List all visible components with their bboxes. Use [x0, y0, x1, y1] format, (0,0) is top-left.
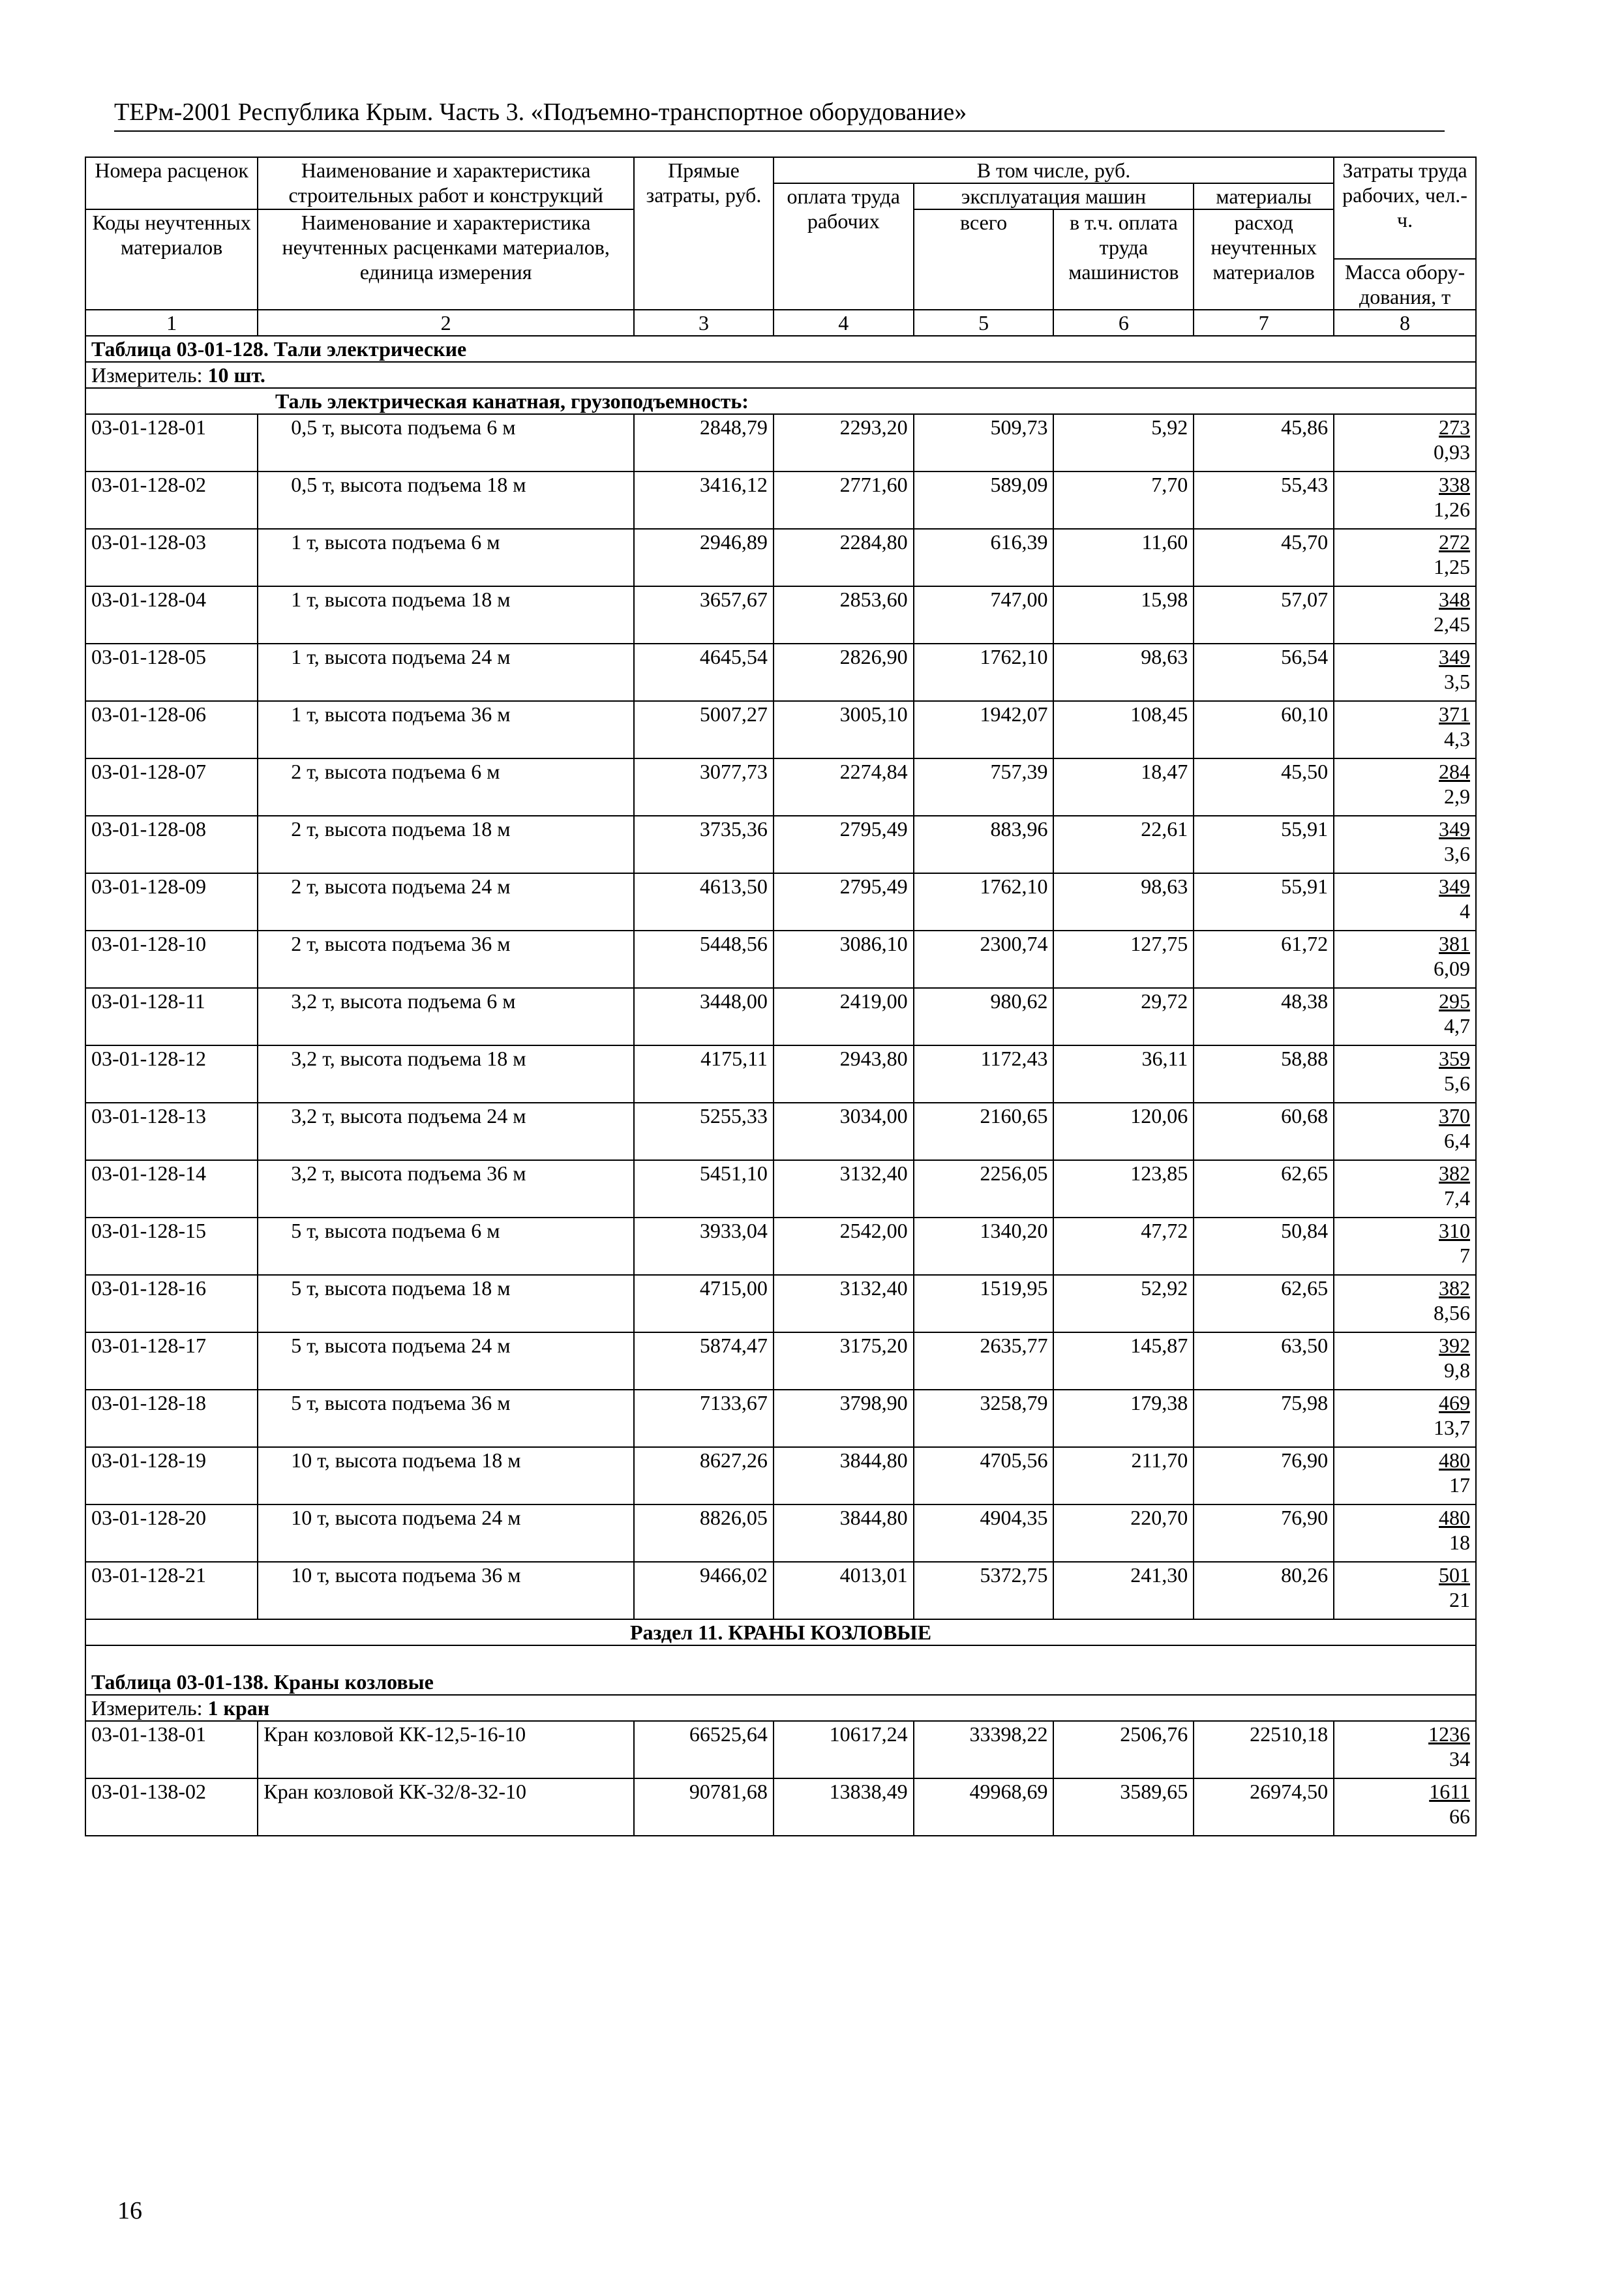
machines-total: 2256,05 — [914, 1160, 1054, 1218]
labor-mass-cell — [1334, 988, 1476, 1045]
rate-code: 03-01-128-20 — [85, 1504, 258, 1562]
operator-wages: 22,61 — [1053, 816, 1194, 873]
col-header-material-codes: Коды неучтенных материалов — [85, 209, 258, 310]
labor-hours: 371 — [1439, 702, 1470, 726]
table-row — [85, 931, 1476, 988]
direct-cost: 3933,04 — [634, 1218, 774, 1275]
equipment-mass: 7 — [1460, 1244, 1470, 1267]
materials-cost: 63,50 — [1194, 1332, 1334, 1390]
table-row — [85, 701, 1476, 758]
labor-mass-cell — [1334, 1504, 1476, 1562]
equipment-mass: 8,56 — [1434, 1301, 1470, 1324]
rates-table — [85, 157, 1477, 1836]
col-header-wages: оплата труда рабочих — [774, 183, 914, 310]
operator-wages: 123,85 — [1053, 1160, 1194, 1218]
machines-total: 2635,77 — [914, 1332, 1054, 1390]
labor-mass-cell — [1334, 1160, 1476, 1218]
rate-code: 03-01-128-17 — [85, 1332, 258, 1390]
labor-hours: 359 — [1439, 1047, 1470, 1070]
rate-name: 3,2 т, высота подъема 36 м — [258, 1160, 634, 1218]
col-header-machines-total: всего — [914, 209, 1054, 310]
direct-cost: 5007,27 — [634, 701, 774, 758]
worker-wages: 3175,20 — [774, 1332, 914, 1390]
table-row — [85, 471, 1476, 529]
direct-cost: 5874,47 — [634, 1332, 774, 1390]
labor-mass-cell — [1334, 586, 1476, 644]
machines-total: 509,73 — [914, 414, 1054, 471]
rate-name: 1 т, высота подъема 24 м — [258, 644, 634, 701]
equipment-mass: 18 — [1449, 1531, 1470, 1554]
rate-name: 5 т, высота подъема 36 м — [258, 1390, 634, 1447]
rate-name: 5 т, высота подъема 18 м — [258, 1275, 634, 1332]
table-row — [85, 529, 1476, 586]
machines-total: 49968,69 — [914, 1778, 1054, 1836]
labor-mass-cell — [1334, 1103, 1476, 1160]
labor-mass-cell — [1334, 1390, 1476, 1447]
operator-wages: 11,60 — [1053, 529, 1194, 586]
rate-code: 03-01-128-21 — [85, 1562, 258, 1619]
materials-cost: 45,86 — [1194, 414, 1334, 471]
worker-wages: 3132,40 — [774, 1160, 914, 1218]
operator-wages: 108,45 — [1053, 701, 1194, 758]
worker-wages: 2795,49 — [774, 816, 914, 873]
page-header: ТЕРм-2001 Республика Крым. Часть 3. «Подъемно-транспортное оборудование» — [114, 98, 1445, 132]
materials-cost: 58,88 — [1194, 1045, 1334, 1103]
labor-mass-cell — [1334, 1778, 1476, 1836]
labor-mass-cell — [1334, 414, 1476, 471]
worker-wages: 2542,00 — [774, 1218, 914, 1275]
col-number: 6 — [1053, 310, 1194, 336]
worker-wages: 2293,20 — [774, 414, 914, 471]
col-header-direct: Прямые затраты, руб. — [634, 157, 774, 310]
machines-total: 4904,35 — [914, 1504, 1054, 1562]
equipment-mass: 13,7 — [1434, 1416, 1470, 1439]
materials-cost: 76,90 — [1194, 1447, 1334, 1504]
materials-cost: 55,43 — [1194, 471, 1334, 529]
direct-cost: 66525,64 — [634, 1721, 774, 1778]
worker-wages: 10617,24 — [774, 1721, 914, 1778]
rate-name: 1 т, высота подъема 18 м — [258, 586, 634, 644]
machines-total: 5372,75 — [914, 1562, 1054, 1619]
labor-hours: 392 — [1439, 1334, 1470, 1357]
table-body — [85, 157, 1476, 1836]
table-row — [85, 1504, 1476, 1562]
labor-hours: 370 — [1439, 1104, 1470, 1128]
rate-code: 03-01-128-16 — [85, 1275, 258, 1332]
labor-hours: 349 — [1439, 875, 1470, 898]
direct-cost: 8627,26 — [634, 1447, 774, 1504]
col-header-name: Наименование и характеристика строительных работ и конструкций — [258, 157, 634, 209]
rate-code: 03-01-128-19 — [85, 1447, 258, 1504]
rate-code: 03-01-128-13 — [85, 1103, 258, 1160]
direct-cost: 2946,89 — [634, 529, 774, 586]
direct-cost: 3735,36 — [634, 816, 774, 873]
labor-hours: 295 — [1439, 989, 1470, 1013]
machines-total: 980,62 — [914, 988, 1054, 1045]
labor-hours: 480 — [1439, 1448, 1470, 1472]
col-number: 7 — [1194, 310, 1334, 336]
table-row — [85, 873, 1476, 931]
rate-code: 03-01-138-02 — [85, 1778, 258, 1836]
labor-hours: 310 — [1439, 1219, 1470, 1242]
rate-name: Кран козловой КК-12,5-16-10 — [258, 1721, 634, 1778]
materials-cost: 55,91 — [1194, 873, 1334, 931]
operator-wages: 220,70 — [1053, 1504, 1194, 1562]
col-header-incl: В том числе, руб. — [774, 157, 1334, 183]
materials-cost: 60,10 — [1194, 701, 1334, 758]
rate-code: 03-01-128-12 — [85, 1045, 258, 1103]
rate-name: 5 т, высота подъема 24 м — [258, 1332, 634, 1390]
rate-code: 03-01-128-01 — [85, 414, 258, 471]
direct-cost: 3657,67 — [634, 586, 774, 644]
operator-wages: 120,06 — [1053, 1103, 1194, 1160]
rate-name: 10 т, высота подъема 36 м — [258, 1562, 634, 1619]
table-title: Таблица 03-01-138. Краны козловые — [85, 1645, 1476, 1695]
table-row — [85, 1390, 1476, 1447]
worker-wages: 3844,80 — [774, 1504, 914, 1562]
equipment-mass: 3,6 — [1444, 842, 1470, 865]
col-header-labor: Затраты труда рабочих, чел.-ч. — [1334, 157, 1476, 259]
rate-name: 5 т, высота подъема 6 м — [258, 1218, 634, 1275]
direct-cost: 5255,33 — [634, 1103, 774, 1160]
page-number: 16 — [117, 2197, 142, 2224]
materials-cost: 56,54 — [1194, 644, 1334, 701]
materials-cost: 45,50 — [1194, 758, 1334, 816]
operator-wages: 7,70 — [1053, 471, 1194, 529]
machines-total: 616,39 — [914, 529, 1054, 586]
table-row — [85, 1103, 1476, 1160]
table-row — [85, 1160, 1476, 1218]
operator-wages: 127,75 — [1053, 931, 1194, 988]
col-header-mass: Масса обору-дования, т — [1334, 259, 1476, 310]
col-header-operator-wages: в т.ч. оплата труда машинистов — [1053, 209, 1194, 310]
rate-name: 1 т, высота подъема 36 м — [258, 701, 634, 758]
rate-code: 03-01-128-06 — [85, 701, 258, 758]
labor-mass-cell — [1334, 644, 1476, 701]
worker-wages: 2826,90 — [774, 644, 914, 701]
direct-cost: 5448,56 — [634, 931, 774, 988]
labor-hours: 381 — [1439, 932, 1470, 955]
rate-code: 03-01-128-18 — [85, 1390, 258, 1447]
operator-wages: 2506,76 — [1053, 1721, 1194, 1778]
labor-mass-cell — [1334, 471, 1476, 529]
materials-cost: 55,91 — [1194, 816, 1334, 873]
labor-mass-cell — [1334, 1447, 1476, 1504]
direct-cost: 2848,79 — [634, 414, 774, 471]
equipment-mass: 7,4 — [1444, 1186, 1470, 1210]
equipment-mass: 6,09 — [1434, 957, 1470, 980]
machines-total: 4705,56 — [914, 1447, 1054, 1504]
labor-hours: 382 — [1439, 1276, 1470, 1300]
equipment-mass: 0,93 — [1434, 440, 1470, 464]
col-number: 3 — [634, 310, 774, 336]
rate-code: 03-01-128-08 — [85, 816, 258, 873]
worker-wages: 13838,49 — [774, 1778, 914, 1836]
operator-wages: 52,92 — [1053, 1275, 1194, 1332]
operator-wages: 211,70 — [1053, 1447, 1194, 1504]
direct-cost: 8826,05 — [634, 1504, 774, 1562]
measure-line: Измеритель: 1 кран — [85, 1695, 1476, 1721]
col-header-material-use: расход неучтенных материалов — [1194, 209, 1334, 310]
machines-total: 883,96 — [914, 816, 1054, 873]
table-row — [85, 1218, 1476, 1275]
materials-cost: 48,38 — [1194, 988, 1334, 1045]
worker-wages: 4013,01 — [774, 1562, 914, 1619]
operator-wages: 15,98 — [1053, 586, 1194, 644]
machines-total: 2300,74 — [914, 931, 1054, 988]
machines-total: 1762,10 — [914, 873, 1054, 931]
machines-total: 1519,95 — [914, 1275, 1054, 1332]
labor-hours: 480 — [1439, 1506, 1470, 1529]
labor-mass-cell — [1334, 931, 1476, 988]
col-header-materials: материалы — [1194, 183, 1334, 209]
materials-cost: 26974,50 — [1194, 1778, 1334, 1836]
materials-cost: 50,84 — [1194, 1218, 1334, 1275]
operator-wages: 36,11 — [1053, 1045, 1194, 1103]
labor-mass-cell — [1334, 1562, 1476, 1619]
materials-cost: 80,26 — [1194, 1562, 1334, 1619]
rate-code: 03-01-128-15 — [85, 1218, 258, 1275]
direct-cost: 4645,54 — [634, 644, 774, 701]
table-row — [85, 816, 1476, 873]
labor-hours: 501 — [1439, 1563, 1470, 1587]
machines-total: 1340,20 — [914, 1218, 1054, 1275]
direct-cost: 90781,68 — [634, 1778, 774, 1836]
operator-wages: 145,87 — [1053, 1332, 1194, 1390]
direct-cost: 3448,00 — [634, 988, 774, 1045]
rate-name: 1 т, высота подъема 6 м — [258, 529, 634, 586]
labor-hours: 469 — [1439, 1391, 1470, 1414]
labor-hours: 1236 — [1428, 1722, 1470, 1746]
direct-cost: 3416,12 — [634, 471, 774, 529]
labor-hours: 273 — [1439, 415, 1470, 439]
table-row — [85, 1778, 1476, 1836]
labor-hours: 348 — [1439, 588, 1470, 611]
worker-wages: 3034,00 — [774, 1103, 914, 1160]
materials-cost: 61,72 — [1194, 931, 1334, 988]
operator-wages: 47,72 — [1053, 1218, 1194, 1275]
operator-wages: 29,72 — [1053, 988, 1194, 1045]
table-row — [85, 1447, 1476, 1504]
rate-code: 03-01-128-02 — [85, 471, 258, 529]
worker-wages: 3086,10 — [774, 931, 914, 988]
rate-name: 2 т, высота подъема 18 м — [258, 816, 634, 873]
operator-wages: 179,38 — [1053, 1390, 1194, 1447]
table-title: Таблица 03-01-128. Тали электрические — [85, 336, 1476, 362]
table-row — [85, 1721, 1476, 1778]
equipment-mass: 6,4 — [1444, 1129, 1470, 1152]
table-row — [85, 1045, 1476, 1103]
labor-hours: 338 — [1439, 473, 1470, 496]
equipment-mass: 4,3 — [1444, 727, 1470, 751]
labor-hours: 349 — [1439, 817, 1470, 841]
operator-wages: 3589,65 — [1053, 1778, 1194, 1836]
direct-cost: 4715,00 — [634, 1275, 774, 1332]
worker-wages: 2284,80 — [774, 529, 914, 586]
labor-hours: 349 — [1439, 645, 1470, 668]
rate-name: 10 т, высота подъема 24 м — [258, 1504, 634, 1562]
worker-wages: 2853,60 — [774, 586, 914, 644]
worker-wages: 3005,10 — [774, 701, 914, 758]
col-number: 4 — [774, 310, 914, 336]
operator-wages: 18,47 — [1053, 758, 1194, 816]
direct-cost: 9466,02 — [634, 1562, 774, 1619]
direct-cost: 3077,73 — [634, 758, 774, 816]
worker-wages: 2771,60 — [774, 471, 914, 529]
rate-name: 10 т, высота подъема 18 м — [258, 1447, 634, 1504]
equipment-mass: 17 — [1449, 1473, 1470, 1497]
section-title: Раздел 11. КРАНЫ КОЗЛОВЫЕ — [85, 1619, 1476, 1645]
machines-total: 757,39 — [914, 758, 1054, 816]
rate-code: 03-01-128-03 — [85, 529, 258, 586]
rate-code: 03-01-128-11 — [85, 988, 258, 1045]
rate-code: 03-01-138-01 — [85, 1721, 258, 1778]
worker-wages: 2943,80 — [774, 1045, 914, 1103]
machines-total: 747,00 — [914, 586, 1054, 644]
rate-name: 3,2 т, высота подъема 18 м — [258, 1045, 634, 1103]
table-row — [85, 586, 1476, 644]
equipment-mass: 1,26 — [1434, 498, 1470, 521]
rate-code: 03-01-128-05 — [85, 644, 258, 701]
col-header-machines: эксплуатация машин — [914, 183, 1194, 209]
labor-mass-cell — [1334, 1332, 1476, 1390]
rate-name: 0,5 т, высота подъема 6 м — [258, 414, 634, 471]
table-row — [85, 1562, 1476, 1619]
operator-wages: 98,63 — [1053, 644, 1194, 701]
machines-total: 3258,79 — [914, 1390, 1054, 1447]
materials-cost: 62,65 — [1194, 1160, 1334, 1218]
direct-cost: 7133,67 — [634, 1390, 774, 1447]
col-header-codes: Номера расценок — [85, 157, 258, 209]
rate-name: Кран козловой КК-32/8-32-10 — [258, 1778, 634, 1836]
rate-name: 2 т, высота подъема 24 м — [258, 873, 634, 931]
labor-mass-cell — [1334, 529, 1476, 586]
col-number: 2 — [258, 310, 634, 336]
operator-wages: 98,63 — [1053, 873, 1194, 931]
equipment-mass: 21 — [1449, 1588, 1470, 1611]
rate-code: 03-01-128-07 — [85, 758, 258, 816]
rate-code: 03-01-128-10 — [85, 931, 258, 988]
materials-cost: 62,65 — [1194, 1275, 1334, 1332]
direct-cost: 5451,10 — [634, 1160, 774, 1218]
rate-code: 03-01-128-14 — [85, 1160, 258, 1218]
direct-cost: 4175,11 — [634, 1045, 774, 1103]
col-number: 8 — [1334, 310, 1476, 336]
rate-name: 3,2 т, высота подъема 24 м — [258, 1103, 634, 1160]
table-row — [85, 758, 1476, 816]
direct-cost: 4613,50 — [634, 873, 774, 931]
machines-total: 1172,43 — [914, 1045, 1054, 1103]
labor-mass-cell — [1334, 701, 1476, 758]
labor-hours: 272 — [1439, 530, 1470, 554]
equipment-mass: 2,45 — [1434, 612, 1470, 636]
table-row — [85, 988, 1476, 1045]
table-row — [85, 644, 1476, 701]
labor-mass-cell — [1334, 816, 1476, 873]
machines-total: 2160,65 — [914, 1103, 1054, 1160]
worker-wages: 2274,84 — [774, 758, 914, 816]
group-heading: Таль электрическая канатная, грузоподъемность: — [85, 388, 1476, 414]
worker-wages: 3132,40 — [774, 1275, 914, 1332]
worker-wages: 3844,80 — [774, 1447, 914, 1504]
labor-hours: 382 — [1439, 1161, 1470, 1185]
table-row — [85, 1275, 1476, 1332]
rate-code: 03-01-128-04 — [85, 586, 258, 644]
machines-total: 33398,22 — [914, 1721, 1054, 1778]
materials-cost: 60,68 — [1194, 1103, 1334, 1160]
measure-line: Измеритель: 10 шт. — [85, 362, 1476, 388]
table-row — [85, 414, 1476, 471]
equipment-mass: 5,6 — [1444, 1071, 1470, 1095]
equipment-mass: 4 — [1460, 899, 1470, 923]
rate-name: 2 т, высота подъема 36 м — [258, 931, 634, 988]
labor-hours: 284 — [1439, 760, 1470, 783]
equipment-mass: 66 — [1449, 1804, 1470, 1828]
col-header-material-name: Наименование и характеристика неучтенных расценками материалов, единица измерения — [258, 209, 634, 310]
materials-cost: 75,98 — [1194, 1390, 1334, 1447]
machines-total: 1762,10 — [914, 644, 1054, 701]
rate-name: 0,5 т, высота подъема 18 м — [258, 471, 634, 529]
worker-wages: 3798,90 — [774, 1390, 914, 1447]
rate-name: 3,2 т, высота подъема 6 м — [258, 988, 634, 1045]
col-number: 5 — [914, 310, 1054, 336]
materials-cost: 76,90 — [1194, 1504, 1334, 1562]
materials-cost: 22510,18 — [1194, 1721, 1334, 1778]
rate-code: 03-01-128-09 — [85, 873, 258, 931]
worker-wages: 2795,49 — [774, 873, 914, 931]
equipment-mass: 1,25 — [1434, 555, 1470, 578]
machines-total: 1942,07 — [914, 701, 1054, 758]
labor-mass-cell — [1334, 758, 1476, 816]
rate-name: 2 т, высота подъема 6 м — [258, 758, 634, 816]
materials-cost: 57,07 — [1194, 586, 1334, 644]
equipment-mass: 9,8 — [1444, 1358, 1470, 1382]
labor-mass-cell — [1334, 1275, 1476, 1332]
operator-wages: 5,92 — [1053, 414, 1194, 471]
equipment-mass: 4,7 — [1444, 1014, 1470, 1038]
worker-wages: 2419,00 — [774, 988, 914, 1045]
table-row — [85, 1332, 1476, 1390]
labor-mass-cell — [1334, 1721, 1476, 1778]
equipment-mass: 34 — [1449, 1747, 1470, 1771]
machines-total: 589,09 — [914, 471, 1054, 529]
operator-wages: 241,30 — [1053, 1562, 1194, 1619]
labor-mass-cell — [1334, 1045, 1476, 1103]
col-number: 1 — [85, 310, 258, 336]
labor-hours: 1611 — [1429, 1780, 1470, 1803]
equipment-mass: 3,5 — [1444, 670, 1470, 693]
labor-mass-cell — [1334, 1218, 1476, 1275]
materials-cost: 45,70 — [1194, 529, 1334, 586]
equipment-mass: 2,9 — [1444, 785, 1470, 808]
labor-mass-cell — [1334, 873, 1476, 931]
